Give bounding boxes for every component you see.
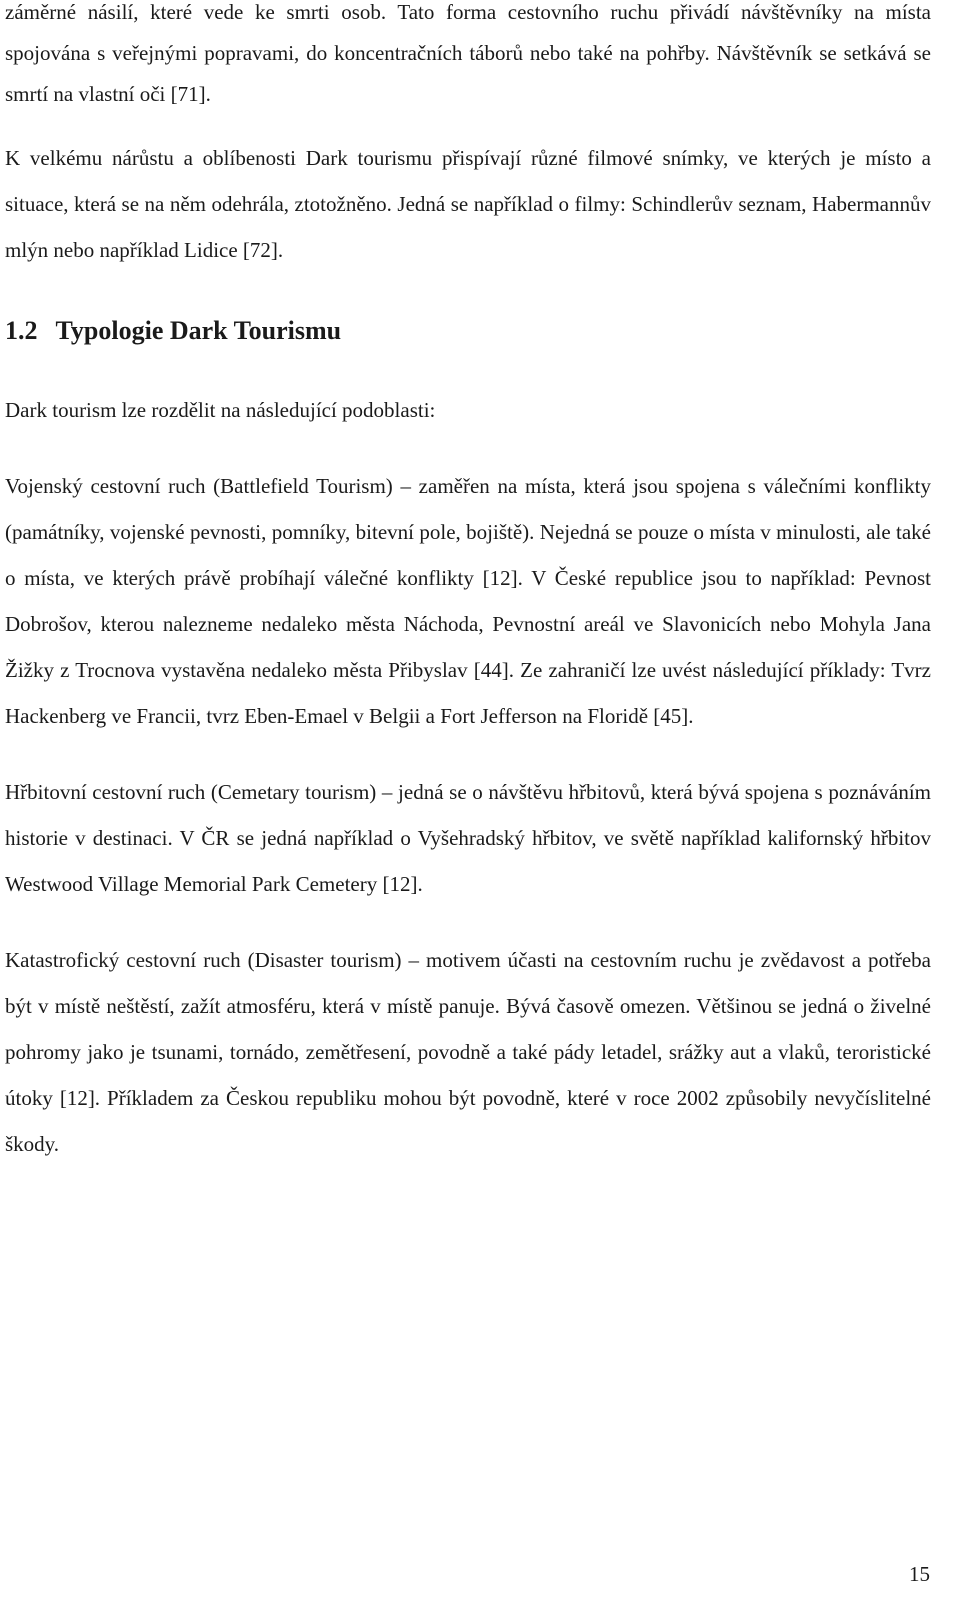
battlefield-paragraph: Vojenský cestovní ruch (Battlefield Tourism) – zaměřen na místa, která jsou spojena s válečními konflikty (památníky, vojenské pevnosti, pomníky, bitevní pole, bojiště). Nejedná se pouze o místa v minulosti, ale také o místa, ve kterých právě probíhají válečné konflikty [12]. V České republice jsou to například: Pevnost Dobrošov, kterou nalezneme nedaleko města Náchoda, Pevnostní areál ve Slavonicích nebo Mohyla Jana Žižky z Trocnova vystavěna nedaleko města Přibyslav [44]. Ze zahraničí lze uvést následující příklady: Tvrz Hackenberg ve Francii, tvrz Eben-Emael v Belgii a Fort Jefferson na Floridě [45]. <box>5 474 931 728</box>
document-page <box>5 0 931 1167</box>
spacer <box>5 351 931 387</box>
spacer <box>5 433 931 463</box>
cemetery-paragraph: Hřbitovní cestovní ruch (Cemetary tourism) – jedná se o návštěvu hřbitovů, která bývá spojena s poznáváním historie v destinaci. V ČR se jedná například o Vyšehradský hřbitov, ve světě například kalifornský hřbitov Westwood Village Memorial Park Cemetery [12]. <box>5 780 931 896</box>
typology-intro-paragraph: Dark tourism lze rozdělit na následující podoblasti: <box>5 398 436 422</box>
spacer <box>5 907 931 937</box>
section-title: Typologie Dark Tourismu <box>55 316 342 345</box>
spacer <box>5 115 931 135</box>
intro-paragraph: záměrné násilí, které vede ke smrti osob. Tato forma cestovního ruchu přivádí návštěvníky na místa spojována s veřejnými popravami, do koncentračních táborů nebo také na pohřby. Návštěvník se setkává se smrtí na vlastní oči [71]. <box>5 0 931 106</box>
spacer <box>5 739 931 769</box>
film-paragraph: K velkému nárůstu a oblíbenosti Dark tourismu přispívají různé filmové snímky, ve kterých je místo a situace, která se na něm odehrála, ztotožněno. Jedná se například o filmy: Schindlerův seznam, Habermannův mlýn nebo například Lidice [72]. <box>5 146 931 262</box>
page-number: 15 <box>909 1562 930 1586</box>
spacer <box>5 273 931 311</box>
section-number: 1.2 <box>5 316 38 345</box>
section-heading <box>5 311 931 351</box>
disaster-paragraph: Katastrofický cestovní ruch (Disaster tourism) – motivem účasti na cestovním ruchu je zvědavost a potřeba být v místě neštěstí, zažít atmosféru, která v místě panuje. Bývá časově omezen. Většinou se jedná o živelné pohromy jako je tsunami, tornádo, zemětřesení, povodně a také pády letadel, srážky aut a vlaků, teroristické útoky [12]. Příkladem za Českou republiku mohou být povodně, které v roce 2002 způsobily nevyčíslitelné škody. <box>5 948 931 1156</box>
